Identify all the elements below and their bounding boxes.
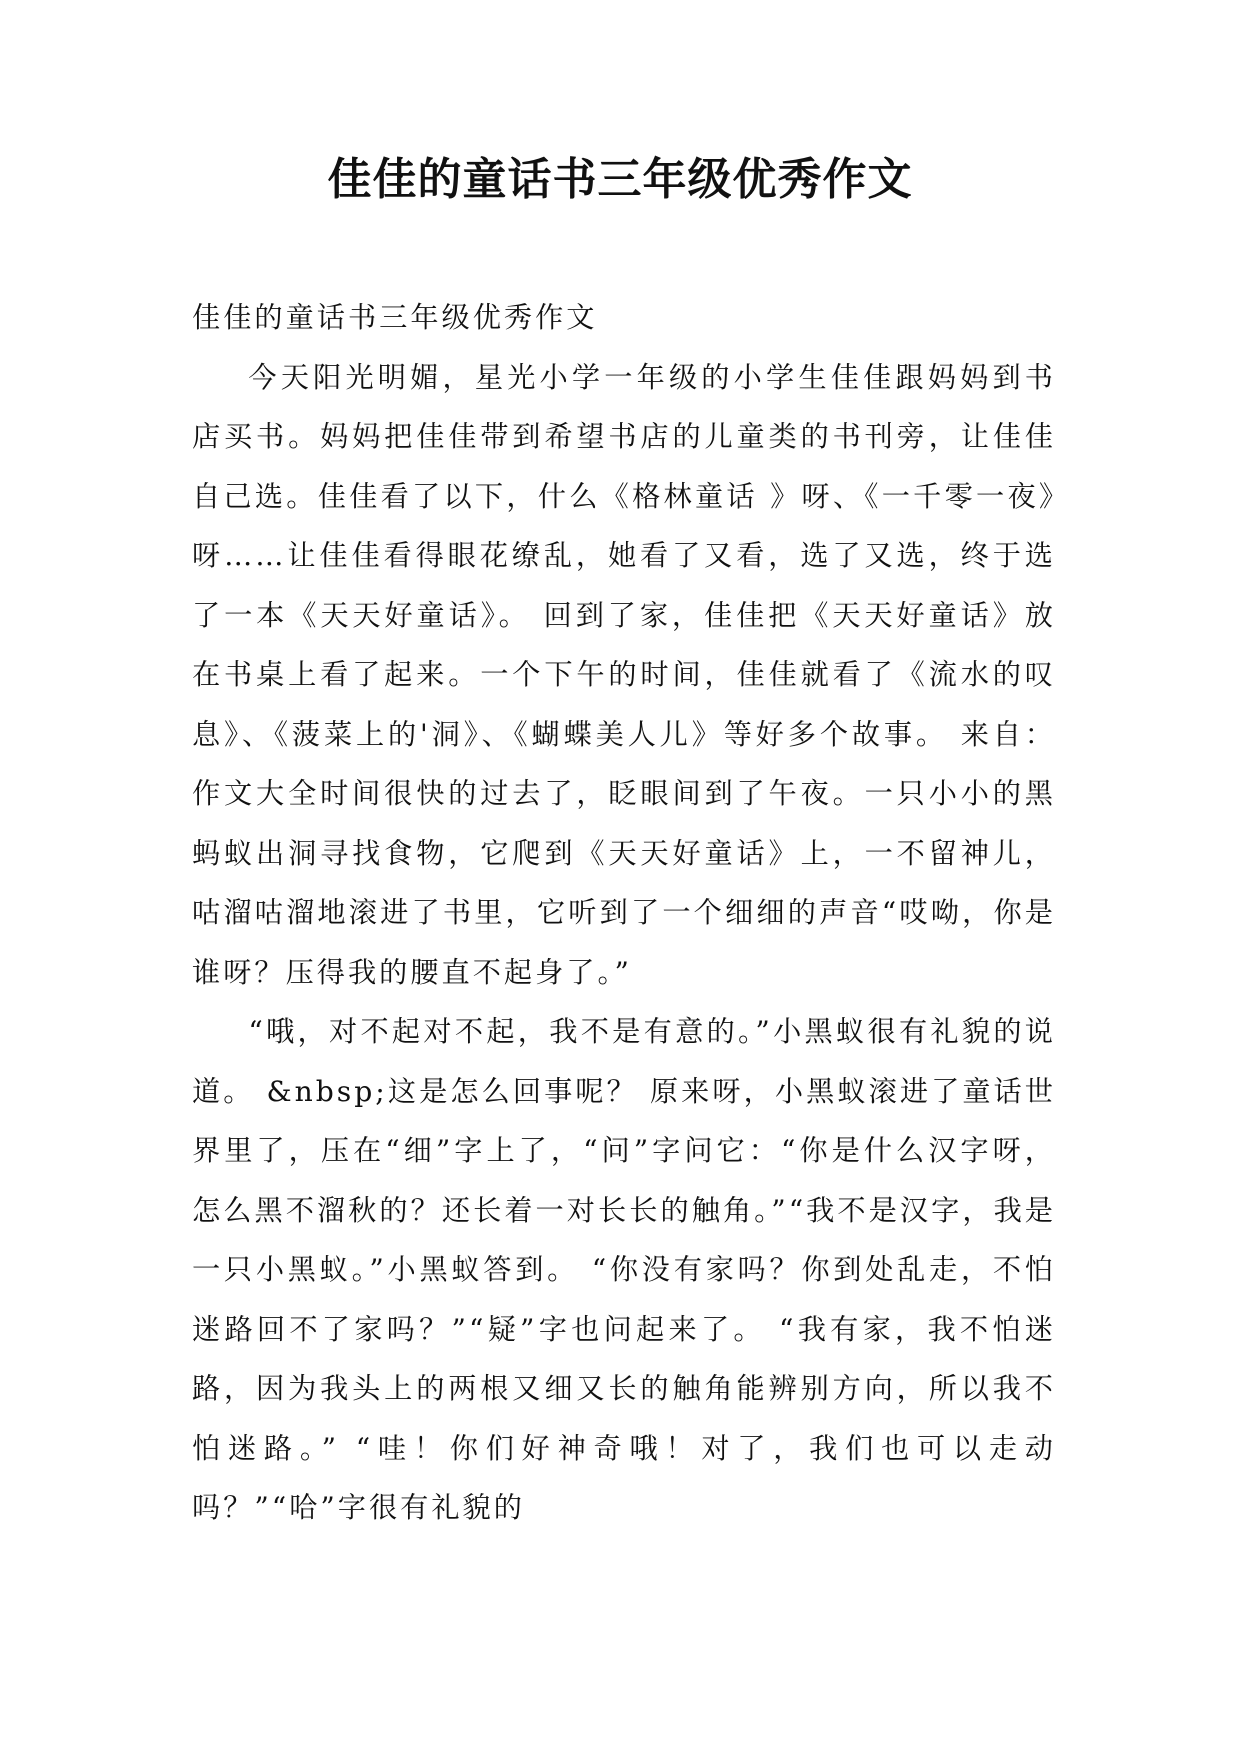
paragraph-1: 今天阳光明媚，星光小学一年级的小学生佳佳跟妈妈到书店买书。妈妈把佳佳带到希望书店的儿童类的书刊旁，让佳佳自己选。佳佳看了以下，什么《格林童话 》呀、《一千零一夜》呀……让佳佳看得眼花缭乱，她看了又看，选了又选，终于选了一本《天天好童话》。 回到了家，佳佳把《天天好童话》放在书桌上看了起来。一个下午的时间，佳佳就看了《流水的叹息》、《菠菜上的'洞》、《蝴蝶美人儿》等好多个故事。 来自：作文大全时间很快的过去了，眨眼间到了午夜。一只小小的黑蚂蚁出洞寻找食物，它爬到《天天好童话》上，一不留神儿，咕溜咕溜地滚进了书里，它听到了一个细细的声音“哎呦，你是谁呀？压得我的腰直不起身了。” — [192, 360, 1056, 989]
paragraph-2: “哦，对不起对不起，我不是有意的。”小黑蚁很有礼貌的说道。 &nbsp;这是怎么回事呢？ 原来呀，小黑蚁滚进了童话世界里了，压在“细”字上了，“问”字问它：“你是什么汉字呀，怎么黑不溜秋的？还长着一对长长的触角。”“我不是汉字，我是一只小黑蚁。”小黑蚁答到。 “你没有家吗？你到处乱走，不怕迷路回不了家吗？”“疑”字也问起来了。 “我有家，我不怕迷路，因为我头上的两根又细又长的触角能辨别方向，所以我不怕迷路。” “哇！你们好神奇哦！对了，我们也可以走动吗？”“哈”字很有礼貌的 — [192, 1015, 1056, 1524]
document-body — [192, 288, 1056, 1538]
document-subtitle: 佳佳的童话书三年级优秀作文 — [192, 301, 598, 334]
document-title: 佳佳的童话书三年级优秀作文 — [327, 154, 913, 205]
